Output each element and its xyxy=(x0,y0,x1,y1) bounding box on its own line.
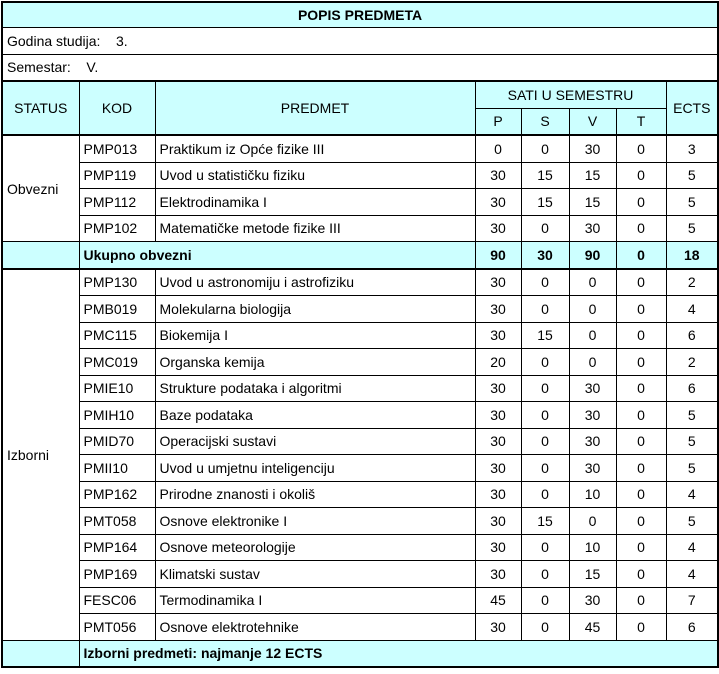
cell-ects: 5 xyxy=(666,428,718,455)
cell-s: 0 xyxy=(521,428,569,455)
cell-p: 30 xyxy=(475,481,521,508)
cell-t: 0 xyxy=(616,322,666,349)
table-row xyxy=(2,349,718,376)
cell-kod: PMP162 xyxy=(79,481,155,508)
cell-v: 0 xyxy=(569,322,616,349)
cell-predmet: Strukture podataka i algoritmi xyxy=(155,375,475,402)
cell-ects: 4 xyxy=(666,296,718,323)
cell-t: 0 xyxy=(616,162,666,189)
cell-predmet: Osnove elektrotehnike xyxy=(155,614,475,641)
table-row xyxy=(2,561,718,588)
cell-s: 0 xyxy=(521,349,569,376)
cell-ects: 3 xyxy=(666,135,718,162)
table-row xyxy=(2,428,718,455)
cell-kod: PMP013 xyxy=(79,135,155,162)
cell-predmet: Organska kemija xyxy=(155,349,475,376)
header-p: P xyxy=(475,108,521,135)
cell-predmet: Osnove elektronike I xyxy=(155,508,475,535)
table-row xyxy=(2,455,718,482)
study-year-row xyxy=(2,28,718,55)
header-v: V xyxy=(569,108,616,135)
cell-s: 0 xyxy=(521,587,569,614)
cell-ects: 6 xyxy=(666,375,718,402)
elective-note-row xyxy=(2,640,718,667)
cell-predmet: Operacijski sustavi xyxy=(155,428,475,455)
cell-s: 15 xyxy=(521,508,569,535)
cell-predmet: Osnove meteorologije xyxy=(155,534,475,561)
cell-t: 0 xyxy=(616,349,666,376)
cell-p: 20 xyxy=(475,349,521,376)
cell-kod: PMIH10 xyxy=(79,402,155,429)
cell-ects: 4 xyxy=(666,534,718,561)
cell-p: 30 xyxy=(475,428,521,455)
cell-predmet: Klimatski sustav xyxy=(155,561,475,588)
note-empty-cell xyxy=(2,640,79,667)
cell-p: 30 xyxy=(475,375,521,402)
cell-v: 30 xyxy=(569,402,616,429)
cell-t: 0 xyxy=(616,587,666,614)
cell-t: 0 xyxy=(616,296,666,323)
table-row xyxy=(2,189,718,216)
table-row xyxy=(2,481,718,508)
header-t: T xyxy=(616,108,666,135)
cell-ects: 6 xyxy=(666,614,718,641)
cell-predmet: Uvod u umjetnu inteligenciju xyxy=(155,455,475,482)
cell-s: 0 xyxy=(521,561,569,588)
cell-kod: PMB019 xyxy=(79,296,155,323)
cell-t: 0 xyxy=(616,481,666,508)
cell-t: 0 xyxy=(616,614,666,641)
cell-v: 30 xyxy=(569,215,616,242)
cell-kod: PMT058 xyxy=(79,508,155,535)
cell-ects: 5 xyxy=(666,402,718,429)
cell-p: 30 xyxy=(475,215,521,242)
cell-p: 30 xyxy=(475,455,521,482)
cell-v: 0 xyxy=(569,296,616,323)
cell-kod: PMIE10 xyxy=(79,375,155,402)
cell-s: 0 xyxy=(521,296,569,323)
table-row xyxy=(2,296,718,323)
cell-kod: PMP164 xyxy=(79,534,155,561)
cell-t: 0 xyxy=(616,375,666,402)
table-row xyxy=(2,162,718,189)
cell-v: 0 xyxy=(569,508,616,535)
cell-kod: PMP112 xyxy=(79,189,155,216)
cell-kod: PMC019 xyxy=(79,349,155,376)
cell-ects: 5 xyxy=(666,162,718,189)
cell-s: 15 xyxy=(521,189,569,216)
header-hours: SATI U SEMESTRU xyxy=(475,81,666,108)
total-empty-cell xyxy=(2,242,79,269)
cell-predmet: Baze podataka xyxy=(155,402,475,429)
cell-s: 0 xyxy=(521,614,569,641)
cell-predmet: Praktikum iz Opće fizike III xyxy=(155,135,475,162)
table-title: POPIS PREDMETA xyxy=(2,2,718,28)
cell-predmet: Elektrodinamika I xyxy=(155,189,475,216)
cell-v: 30 xyxy=(569,428,616,455)
cell-predmet: Termodinamika I xyxy=(155,587,475,614)
cell-s: 0 xyxy=(521,375,569,402)
cell-p: 30 xyxy=(475,402,521,429)
header-status: STATUS xyxy=(2,81,79,135)
cell-p: 30 xyxy=(475,269,521,296)
cell-v: 30 xyxy=(569,375,616,402)
table-row xyxy=(2,375,718,402)
cell-p: 30 xyxy=(475,614,521,641)
cell-s: 0 xyxy=(521,215,569,242)
table-row xyxy=(2,534,718,561)
cell-s: 0 xyxy=(521,481,569,508)
cell-kod: PMP119 xyxy=(79,162,155,189)
obvezni-total-row xyxy=(2,242,718,269)
cell-v: 45 xyxy=(569,614,616,641)
table-row xyxy=(2,215,718,242)
total-v: 90 xyxy=(569,242,616,269)
cell-v: 15 xyxy=(569,189,616,216)
cell-v: 30 xyxy=(569,135,616,162)
cell-ects: 2 xyxy=(666,269,718,296)
cell-kod: PMP130 xyxy=(79,269,155,296)
cell-p: 30 xyxy=(475,534,521,561)
total-label: Ukupno obvezni xyxy=(79,242,475,269)
course-list-table xyxy=(1,1,719,668)
elective-note: Izborni predmeti: najmanje 12 ECTS xyxy=(79,640,718,667)
cell-v: 15 xyxy=(569,561,616,588)
cell-p: 30 xyxy=(475,162,521,189)
total-ects: 18 xyxy=(666,242,718,269)
cell-t: 0 xyxy=(616,402,666,429)
header-ects: ECTS xyxy=(666,81,718,135)
table-row xyxy=(2,587,718,614)
study-year-label: Godina studija: xyxy=(7,32,101,49)
cell-kod: PMT056 xyxy=(79,614,155,641)
total-s: 30 xyxy=(521,242,569,269)
total-p: 90 xyxy=(475,242,521,269)
cell-p: 30 xyxy=(475,296,521,323)
table-row xyxy=(2,135,718,162)
cell-kod: PMII10 xyxy=(79,455,155,482)
header-course: PREDMET xyxy=(155,81,475,135)
cell-t: 0 xyxy=(616,135,666,162)
cell-v: 30 xyxy=(569,587,616,614)
cell-kod: PMP169 xyxy=(79,561,155,588)
cell-kod: PMP102 xyxy=(79,215,155,242)
cell-ects: 7 xyxy=(666,587,718,614)
cell-p: 30 xyxy=(475,322,521,349)
cell-t: 0 xyxy=(616,534,666,561)
cell-s: 0 xyxy=(521,534,569,561)
cell-v: 15 xyxy=(569,162,616,189)
cell-s: 0 xyxy=(521,402,569,429)
cell-kod: PMC115 xyxy=(79,322,155,349)
semester-row xyxy=(2,54,718,81)
cell-v: 0 xyxy=(569,349,616,376)
cell-predmet: Prirodne znanosti i okoliš xyxy=(155,481,475,508)
cell-t: 0 xyxy=(616,269,666,296)
cell-ects: 6 xyxy=(666,322,718,349)
table-row xyxy=(2,322,718,349)
cell-ects: 5 xyxy=(666,508,718,535)
cell-s: 15 xyxy=(521,162,569,189)
cell-ects: 4 xyxy=(666,561,718,588)
cell-v: 30 xyxy=(569,455,616,482)
cell-kod: FESC06 xyxy=(79,587,155,614)
cell-t: 0 xyxy=(616,428,666,455)
cell-s: 15 xyxy=(521,322,569,349)
cell-t: 0 xyxy=(616,189,666,216)
study-year-value: 3. xyxy=(115,32,128,49)
cell-ects: 5 xyxy=(666,455,718,482)
cell-v: 10 xyxy=(569,534,616,561)
cell-p: 30 xyxy=(475,508,521,535)
table-row xyxy=(2,508,718,535)
table-row xyxy=(2,269,718,296)
cell-s: 0 xyxy=(521,269,569,296)
cell-s: 0 xyxy=(521,455,569,482)
cell-ects: 2 xyxy=(666,349,718,376)
cell-predmet: Biokemija I xyxy=(155,322,475,349)
cell-ects: 4 xyxy=(666,481,718,508)
cell-predmet: Matematičke metode fizike III xyxy=(155,215,475,242)
cell-p: 45 xyxy=(475,587,521,614)
table-row xyxy=(2,614,718,641)
cell-predmet: Uvod u astronomiju i astrofiziku xyxy=(155,269,475,296)
cell-predmet: Molekularna biologija xyxy=(155,296,475,323)
izborni-status: Izborni xyxy=(2,269,79,641)
semester-value: V. xyxy=(86,59,99,76)
header-s: S xyxy=(521,108,569,135)
cell-t: 0 xyxy=(616,455,666,482)
obvezni-status: Obvezni xyxy=(2,135,79,242)
semester-label: Semestar: xyxy=(7,59,71,76)
cell-s: 0 xyxy=(521,135,569,162)
cell-t: 0 xyxy=(616,508,666,535)
cell-ects: 5 xyxy=(666,215,718,242)
cell-t: 0 xyxy=(616,561,666,588)
cell-p: 30 xyxy=(475,561,521,588)
cell-t: 0 xyxy=(616,215,666,242)
cell-p: 0 xyxy=(475,135,521,162)
header-code: KOD xyxy=(79,81,155,135)
cell-p: 30 xyxy=(475,189,521,216)
cell-predmet: Uvod u statističku fiziku xyxy=(155,162,475,189)
cell-kod: PMID70 xyxy=(79,428,155,455)
table-row xyxy=(2,402,718,429)
cell-v: 10 xyxy=(569,481,616,508)
cell-ects: 5 xyxy=(666,189,718,216)
cell-v: 0 xyxy=(569,269,616,296)
total-t: 0 xyxy=(616,242,666,269)
